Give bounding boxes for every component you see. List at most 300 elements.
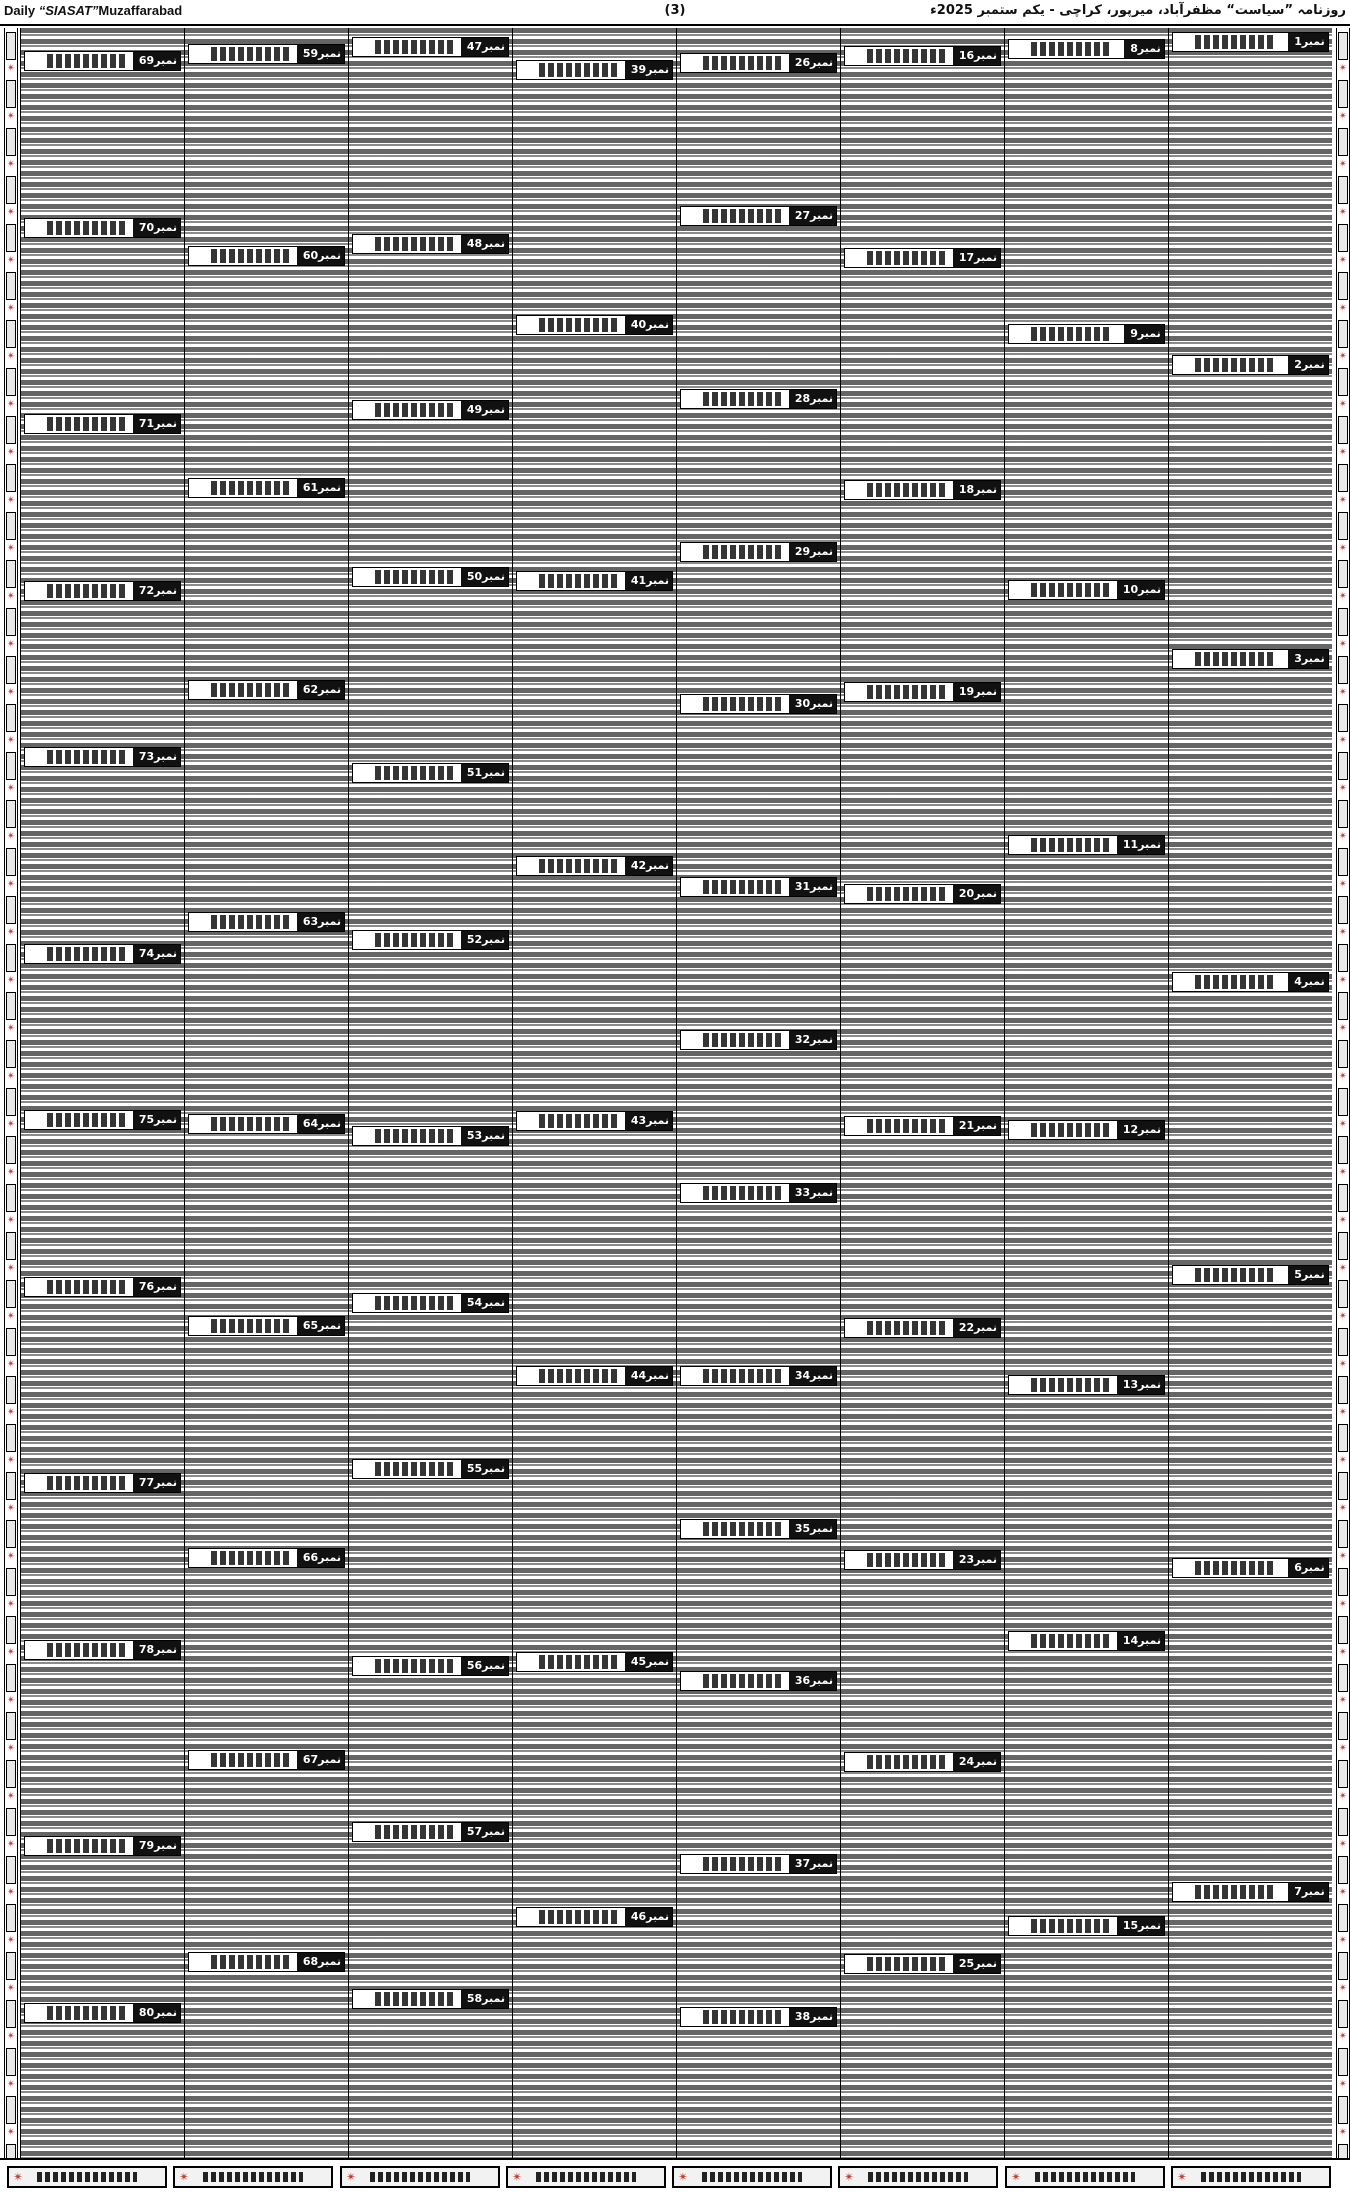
siasat-logo-icon [1031, 1123, 1112, 1137]
frame-ornament [6, 32, 16, 60]
frame-ornament [1338, 992, 1348, 1020]
star-icon: ✴ [1338, 543, 1348, 554]
article-serial-number: 18 [958, 483, 975, 496]
star-icon: ✴ [6, 1407, 16, 1418]
article-serial-prefix: ‏نمبر [482, 570, 505, 583]
article-serial-prefix: ‏نمبر [646, 859, 669, 872]
article-heading [352, 1459, 509, 1479]
article-serial-prefix: ‏نمبر [974, 483, 997, 496]
star-icon: ✴ [1338, 1887, 1348, 1898]
article-heading [680, 1671, 837, 1691]
siasat-logo-icon [211, 1955, 292, 1969]
article-serial-badge [461, 38, 508, 56]
article-serial-badge [953, 683, 1000, 701]
frame-ornament [6, 1088, 16, 1116]
article-serial-prefix: ‏نمبر [974, 49, 997, 62]
article-column [1168, 28, 1332, 2158]
frame-ornament [6, 512, 16, 540]
siasat-logo-icon [47, 750, 128, 764]
article-serial-prefix: ‏نمبر [318, 683, 341, 696]
article-serial-prefix: ‏نمبر [482, 933, 505, 946]
footer-strip [0, 2158, 1350, 2192]
article-serial-prefix: ‏نمبر [810, 1857, 833, 1870]
article-serial-prefix: ‏نمبر [1301, 35, 1325, 48]
article-heading [24, 747, 181, 767]
article-serial-prefix: ‏نمبر [154, 947, 177, 960]
article-serial-badge [133, 1474, 180, 1492]
article-serial-prefix: ‏نمبر [318, 47, 341, 60]
article-heading [188, 1952, 345, 1972]
article-heading [680, 53, 837, 73]
article-serial-badge [1124, 40, 1164, 58]
frame-ornament [1338, 1040, 1348, 1068]
article-serial-badge [297, 1549, 344, 1567]
article-serial-prefix: ‏نمبر [154, 1476, 177, 1489]
article-serial-prefix: ‏نمبر [154, 1643, 177, 1656]
article-heading [680, 1366, 837, 1386]
siasat-logo-icon [1031, 1919, 1112, 1933]
frame-ornament [6, 752, 16, 780]
article-serial-badge [789, 390, 836, 408]
siasat-logo-icon [375, 766, 456, 780]
frame-ornament [1338, 2048, 1348, 2076]
star-icon: ✴ [6, 255, 16, 266]
star-icon: ✴ [1338, 1119, 1348, 1130]
siasat-logo-icon [1031, 42, 1112, 56]
article-serial-prefix: ‏نمبر [154, 54, 177, 67]
siasat-logo-icon [867, 251, 948, 265]
article-serial-number: 14 [1122, 1634, 1139, 1647]
article-serial-badge [953, 885, 1000, 903]
article-serial-prefix: ‏نمبر [318, 1117, 341, 1130]
star-icon: ✴ [6, 1887, 16, 1898]
article-serial-number: 22 [958, 1321, 975, 1334]
article-serial-number: 73 [138, 750, 155, 763]
article-serial-prefix: ‏نمبر [646, 1114, 669, 1127]
article-serial-badge [953, 1955, 1000, 1973]
star-icon: ✴ [6, 207, 16, 218]
article-serial-prefix: ‏نمبر [974, 1553, 997, 1566]
article-heading [352, 1822, 509, 1842]
siasat-logo-icon [211, 1319, 292, 1333]
siasat-logo-icon [867, 1755, 948, 1769]
article-serial-number: 47 [466, 40, 483, 53]
article-serial-badge [953, 1551, 1000, 1569]
siasat-logo-icon [375, 1129, 456, 1143]
article-serial-prefix: ‏نمبر [482, 403, 505, 416]
frame-ornament [6, 1328, 16, 1356]
article-serial-badge [297, 1317, 344, 1335]
article-serial-number: 31 [794, 880, 811, 893]
footer-ornament-cell [1171, 2166, 1331, 2188]
left-frame-strip [4, 28, 18, 2158]
article-serial-number: 20 [958, 887, 975, 900]
article-column [1004, 28, 1168, 2158]
article-serial-prefix: ‏نمبر [482, 766, 505, 779]
star-icon: ✴ [1338, 303, 1348, 314]
article-heading [24, 1110, 181, 1130]
article-heading [844, 1752, 1001, 1772]
article-heading [188, 246, 345, 266]
article-serial-badge [297, 913, 344, 931]
siasat-logo-icon [703, 880, 784, 894]
article-serial-number: 77 [138, 1476, 155, 1489]
article-serial-prefix: ‏نمبر [810, 1674, 833, 1687]
star-icon: ✴ [6, 495, 16, 506]
article-serial-badge [1288, 1883, 1328, 1901]
footer-ornament-cell [340, 2166, 500, 2188]
article-heading [1172, 1265, 1329, 1285]
frame-ornament [6, 1184, 16, 1212]
article-serial-prefix: ‏نمبر [318, 481, 341, 494]
frame-ornament [6, 320, 16, 348]
footer-pattern [868, 2172, 968, 2182]
star-icon: ✴ [6, 1791, 16, 1802]
star-icon: ✴ [6, 159, 16, 170]
frame-ornament [6, 1616, 16, 1644]
siasat-logo-icon [1031, 583, 1112, 597]
article-serial-prefix: ‏نمبر [974, 1755, 997, 1768]
article-serial-number: 76 [138, 1280, 155, 1293]
article-serial-prefix: ‏نمبر [318, 915, 341, 928]
siasat-logo-icon [375, 570, 456, 584]
article-heading [680, 694, 837, 714]
article-serial-number: 58 [466, 1992, 483, 2005]
article-serial-number: 9 [1130, 327, 1138, 340]
article-serial-badge [297, 479, 344, 497]
star-icon: ✴ [6, 687, 16, 698]
article-serial-number: 44 [630, 1369, 647, 1382]
frame-ornament [6, 704, 16, 732]
siasat-logo-icon [47, 1476, 128, 1490]
article-serial-number: 28 [794, 392, 811, 405]
article-serial-badge [461, 568, 508, 586]
frame-ornament [1338, 176, 1348, 204]
footer-pattern [536, 2172, 636, 2182]
article-serial-badge [625, 1367, 672, 1385]
article-serial-badge [461, 931, 508, 949]
footer-ornament-cell [838, 2166, 998, 2188]
frame-ornament [6, 1232, 16, 1260]
article-serial-prefix: ‏نمبر [1138, 838, 1161, 851]
star-icon: ✴ [1338, 1167, 1348, 1178]
frame-ornament [1338, 272, 1348, 300]
article-serial-number: 8 [1130, 42, 1138, 55]
frame-ornament [1338, 80, 1348, 108]
frame-ornament [1338, 560, 1348, 588]
article-heading [352, 37, 509, 57]
siasat-logo-icon [375, 40, 456, 54]
article-heading [844, 884, 1001, 904]
frame-ornament [6, 1472, 16, 1500]
article-serial-badge [133, 415, 180, 433]
siasat-logo-icon [47, 584, 128, 598]
article-serial-number: 10 [1122, 583, 1139, 596]
article-serial-prefix: ‏نمبر [1301, 652, 1325, 665]
article-heading [680, 1854, 837, 1874]
article-serial-number: 51 [466, 766, 483, 779]
frame-ornament [1338, 656, 1348, 684]
article-heading [188, 44, 345, 64]
article-serial-prefix: ‏نمبر [1301, 1561, 1325, 1574]
article-heading [516, 1907, 673, 1927]
article-serial-number: 61 [302, 481, 319, 494]
article-serial-number: 7 [1294, 1885, 1302, 1898]
siasat-logo-icon [703, 1857, 784, 1871]
footer-pattern [1035, 2172, 1135, 2182]
article-serial-prefix: ‏نمبر [646, 63, 669, 76]
frame-ornament [6, 272, 16, 300]
star-icon: ✴ [1338, 63, 1348, 74]
article-serial-badge [133, 945, 180, 963]
article-column [676, 28, 840, 2158]
article-serial-badge [953, 47, 1000, 65]
article-serial-number: 64 [302, 1117, 319, 1130]
frame-ornament [1338, 896, 1348, 924]
article-heading [1172, 355, 1329, 375]
article-heading [24, 51, 181, 71]
siasat-logo-icon [1195, 975, 1276, 989]
article-serial-number: 1 [1294, 35, 1302, 48]
footer-ornament-cell [173, 2166, 333, 2188]
star-icon: ✴ [1338, 1311, 1348, 1322]
article-serial-number: 30 [794, 697, 811, 710]
article-serial-prefix: ‏نمبر [1138, 1123, 1161, 1136]
siasat-logo-icon [375, 933, 456, 947]
article-heading [844, 46, 1001, 66]
siasat-logo-icon [211, 1117, 292, 1131]
article-heading [352, 1293, 509, 1313]
frame-ornament [6, 896, 16, 924]
star-icon: ✴ [6, 447, 16, 458]
siasat-logo-icon [703, 697, 784, 711]
article-serial-number: 15 [1122, 1919, 1139, 1932]
article-heading [352, 1989, 509, 2009]
article-serial-badge [789, 54, 836, 72]
star-icon: ✴ [1338, 1551, 1348, 1562]
siasat-logo-icon [1195, 1561, 1276, 1575]
article-serial-prefix: ‏نمبر [810, 2010, 833, 2023]
star-icon: ✴ [1338, 1695, 1348, 1706]
frame-ornament [1338, 1136, 1348, 1164]
frame-ornament [1338, 1856, 1348, 1884]
article-serial-badge [789, 2008, 836, 2026]
siasat-logo-icon [211, 481, 292, 495]
siasat-logo-icon [539, 1369, 620, 1383]
article-heading [1008, 39, 1165, 59]
star-icon: ✴ [1338, 1023, 1348, 1034]
article-serial-badge [953, 481, 1000, 499]
article-heading [680, 1030, 837, 1050]
footer-pattern [37, 2172, 137, 2182]
frame-ornament [1338, 1184, 1348, 1212]
article-serial-badge [953, 249, 1000, 267]
star-icon: ✴ [1338, 1503, 1348, 1514]
article-serial-number: 39 [630, 63, 647, 76]
article-heading [352, 567, 509, 587]
frame-ornament [6, 1424, 16, 1452]
article-serial-badge [1117, 1376, 1164, 1394]
star-icon: ✴ [6, 1839, 16, 1850]
star-icon: ✴ [6, 639, 16, 650]
article-heading [24, 414, 181, 434]
article-heading [516, 1111, 673, 1131]
article-serial-badge [461, 1294, 508, 1312]
article-heading [1172, 1558, 1329, 1578]
siasat-logo-icon [47, 1839, 128, 1853]
siasat-logo-icon [703, 1522, 784, 1536]
frame-ornament [1338, 368, 1348, 396]
article-serial-badge [1288, 33, 1328, 51]
article-serial-prefix: ‏نمبر [1301, 1885, 1325, 1898]
article-heading [516, 315, 673, 335]
article-serial-badge [789, 1672, 836, 1690]
article-serial-number: 4 [1294, 975, 1302, 988]
article-heading [844, 1318, 1001, 1338]
article-serial-prefix: ‏نمبر [974, 1321, 997, 1334]
star-icon: ✴ [346, 2170, 357, 2184]
article-serial-number: 23 [958, 1553, 975, 1566]
frame-ornament [1338, 1952, 1348, 1980]
article-serial-badge [625, 61, 672, 79]
article-heading [680, 2007, 837, 2027]
column-text-block [513, 28, 676, 2158]
article-serial-badge [461, 401, 508, 419]
siasat-logo-icon [211, 1551, 292, 1565]
footer-ornament-cell [1005, 2166, 1165, 2188]
article-serial-number: 6 [1294, 1561, 1302, 1574]
star-icon: ✴ [6, 831, 16, 842]
frame-ornament [1338, 704, 1348, 732]
article-serial-prefix: ‏نمبر [1301, 1268, 1325, 1281]
article-serial-number: 62 [302, 683, 319, 696]
article-serial-badge [789, 1367, 836, 1385]
article-serial-number: 25 [958, 1957, 975, 1970]
article-serial-number: 63 [302, 915, 319, 928]
article-serial-number: 11 [1122, 838, 1139, 851]
article-serial-number: 5 [1294, 1268, 1302, 1281]
star-icon: ✴ [6, 591, 16, 602]
article-heading [680, 877, 837, 897]
article-serial-number: 33 [794, 1186, 811, 1199]
footer-pattern [203, 2172, 303, 2182]
article-serial-badge [789, 878, 836, 896]
article-heading [24, 1836, 181, 1856]
footer-ornament-cell [506, 2166, 666, 2188]
article-column [20, 28, 184, 2158]
article-serial-prefix: ‏نمبر [1301, 975, 1325, 988]
article-serial-number: 41 [630, 574, 647, 587]
article-serial-prefix: ‏نمبر [646, 1369, 669, 1382]
article-serial-number: 72 [138, 584, 155, 597]
article-column [184, 28, 348, 2158]
siasat-logo-icon [375, 1659, 456, 1673]
siasat-logo-icon [703, 1186, 784, 1200]
article-serial-badge [1117, 836, 1164, 854]
frame-ornament [6, 608, 16, 636]
masthead-prefix: Daily [4, 3, 39, 18]
star-icon: ✴ [1338, 1263, 1348, 1274]
article-serial-badge [789, 207, 836, 225]
article-serial-prefix: ‏نمبر [646, 1910, 669, 1923]
frame-ornament [6, 80, 16, 108]
frame-ornament [6, 1520, 16, 1548]
article-serial-badge [1288, 973, 1328, 991]
article-serial-number: 60 [302, 249, 319, 262]
siasat-logo-icon [1031, 1634, 1112, 1648]
article-serial-prefix: ‏نمبر [1138, 1634, 1161, 1647]
frame-ornament [6, 992, 16, 1020]
frame-ornament [6, 368, 16, 396]
star-icon: ✴ [1338, 1599, 1348, 1610]
article-heading [516, 60, 673, 80]
star-icon: ✴ [1338, 447, 1348, 458]
article-serial-badge [625, 572, 672, 590]
siasat-logo-icon [867, 1553, 948, 1567]
frame-ornament [1338, 512, 1348, 540]
star-icon: ✴ [1338, 1935, 1348, 1946]
star-icon: ✴ [6, 1503, 16, 1514]
article-serial-badge [1124, 325, 1164, 343]
column-text-block [185, 28, 348, 2158]
article-serial-badge [461, 1657, 508, 1675]
article-serial-number: 59 [302, 47, 319, 60]
frame-ornament [1338, 1568, 1348, 1596]
article-serial-badge [461, 1990, 508, 2008]
siasat-logo-icon [375, 1296, 456, 1310]
star-icon: ✴ [1338, 783, 1348, 794]
article-serial-number: 12 [1122, 1123, 1139, 1136]
frame-ornament [6, 560, 16, 588]
article-serial-prefix: ‏نمبر [810, 545, 833, 558]
star-icon: ✴ [1338, 687, 1348, 698]
article-serial-prefix: ‏نمبر [646, 1655, 669, 1668]
star-icon: ✴ [179, 2170, 190, 2184]
star-icon: ✴ [1338, 1839, 1348, 1850]
article-serial-number: 24 [958, 1755, 975, 1768]
article-heading [24, 581, 181, 601]
star-icon: ✴ [1338, 1215, 1348, 1226]
article-serial-badge [461, 764, 508, 782]
article-heading [352, 763, 509, 783]
star-icon: ✴ [1338, 1647, 1348, 1658]
article-serial-prefix: ‏نمبر [482, 1129, 505, 1142]
article-serial-number: 35 [794, 1522, 811, 1535]
star-icon: ✴ [1338, 1455, 1348, 1466]
article-serial-number: 78 [138, 1643, 155, 1656]
star-icon: ✴ [6, 1215, 16, 1226]
article-heading [680, 542, 837, 562]
article-serial-number: 36 [794, 1674, 811, 1687]
article-heading [352, 930, 509, 950]
article-serial-prefix: ‏نمبر [154, 584, 177, 597]
article-heading [1008, 324, 1165, 344]
star-icon: ✴ [6, 1311, 16, 1322]
article-serial-number: 68 [302, 1955, 319, 1968]
footer-pattern [1201, 2172, 1301, 2182]
siasat-logo-icon [703, 2010, 784, 2024]
star-icon: ✴ [1338, 1743, 1348, 1754]
article-serial-number: 75 [138, 1113, 155, 1126]
article-serial-prefix: ‏نمبر [810, 56, 833, 69]
article-heading [188, 680, 345, 700]
star-icon: ✴ [6, 111, 16, 122]
article-column [840, 28, 1004, 2158]
article-serial-number: 69 [138, 54, 155, 67]
article-serial-badge [297, 247, 344, 265]
frame-ornament [1338, 1712, 1348, 1740]
frame-ornament [1338, 1808, 1348, 1836]
